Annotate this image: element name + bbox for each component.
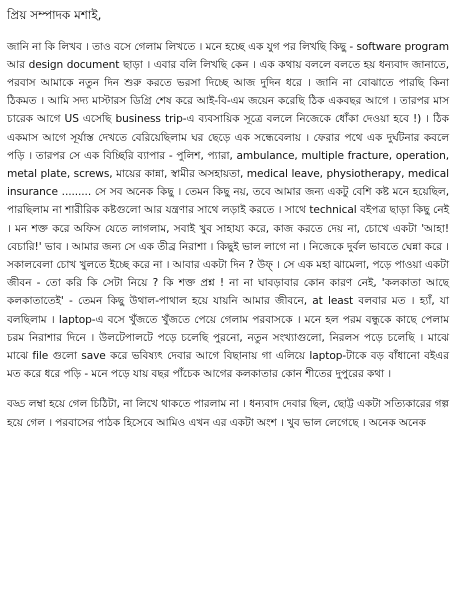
letter-paragraph: বড্ড লম্বা হয়ে গেল চিঠিটা, না লিখে থাকতে পারলাম না । ধন্যবাদ দেবার ছিল, ছোট্ট একটা সত্যিকারের গল্প হয়ে গেল । পরবাসের পাঠক হিসেবে আমিও এখন এর একটা অংশ । খুব ভাল লেগেছে । অনেক অনেক	[7, 398, 449, 429]
letter-paragraph: জানি না কি লিখব । তাও বসে গেলাম লিখতে । মনে হচ্ছে এক যুগ পর লিখছি কিছু - software program আর design document ছাড়া । এবার বলি লিখছি কেন । এক কথায় বললে বলতে হয় ধন্যবাদ জানাতে, পরবাস আমাকে নতুন দিন শুরু করতে ভরসা দিচ্ছে আজ দুদিন ধরে । জানি না বোঝাতে পারছি কিনা ঠিকমত । আমি সদ্য মাস্টারস ডিগ্রি শেষ করে আই-বি-এম জয়েন করেছি ঠিক একবছর আগে । তারপর মাস চারেক আগে US এসেছি business trip-এ ব্যবসায়িক সূত্রে বললে নিজেকে ধোঁকা দেওয়া হবে !) । ঠিক একমাস আগে সূর্যাস্ত দেখতে বেরিয়েছিলাম ঘর ছেড়ে এক সন্ধেবেলায় । ফেরার পথে এক দুর্ঘটনার কবলে পড়ি । তারপর সে এক বিচ্ছিরি ব্যাপার - পুলিশ, প্যারা, ambulance, multiple fracture, operation, metal plate, screws, মায়ের কান্না, স্বামীর অসহায়তা, medical leave, physiotherapy, medical insurance ......... সে সব অনেক কিছু । তেমন কিছু নয়, তবে আমার জন্য একটু বেশি কষ্ট মনে হয়েছিল, পারছিলাম না শারীরিক কষ্টগুলো আর যন্ত্রণার সাথে লড়াই করতে । সাথে technical বইপত্র ছাড়া কিছু নেই । মন শক্ত করে অফিস যেতে লাগলাম, সবাই খুব সাহায্য করে, কাজ করতে দেয় না, চোখে একটা 'আহা! বেচারি!' ভাব । আমার জন্য সে এক তীব্র নিরাশা । কিছুই ভাল লাগে না । নিজেকে দুর্বল ভাবতে ঘেন্না করে । সকালবেলা চোখ খুলতে ইচ্ছে করে না । আবার একটা দিন ? উফ্ । সে এক মহা ঝামেলা, পড়ে পাওয়া একটা জীবন - তো করি কি সেটা নিয়ে ? কি শক্ত প্রশ্ন ! না না ঘাবড়াবার কোন কারণ নেই, 'কলকাতা আছে কলকাতাতেই' - তেমন কিছু উথাল-পাথাল হয়ে যায়নি আমার জীবনে, at least বলবার মত । হ্যাঁ, যা বলছিলাম । laptop-এ বসে খুঁজতে খুঁজতে পেয়ে গেলাম পরবাসকে । মনে হল পরম বন্ধুকে কাছে পেলাম চরম নিরাশার দিনে । উলটেপালটে পড়ে চলেছি পুরনো, নতুন সংখ্যাগুলো, নিরলস পড়ে চলেছি । মাঝে মাঝে file গুলো save করে ভবিষ্যৎ দেবার আগে বিছানায় গা এলিয়ে laptop-টাকে বড় বাঁধানো বইএর মত করে ধরে পড়ি - মনে পড়ে যায় বছর পাঁচেক আগের কলকাতার কোন শীতের দুপুরের কথা ।	[7, 40, 449, 381]
letter-salutation: প্রিয় সম্পাদক মশাই,	[7, 8, 102, 22]
